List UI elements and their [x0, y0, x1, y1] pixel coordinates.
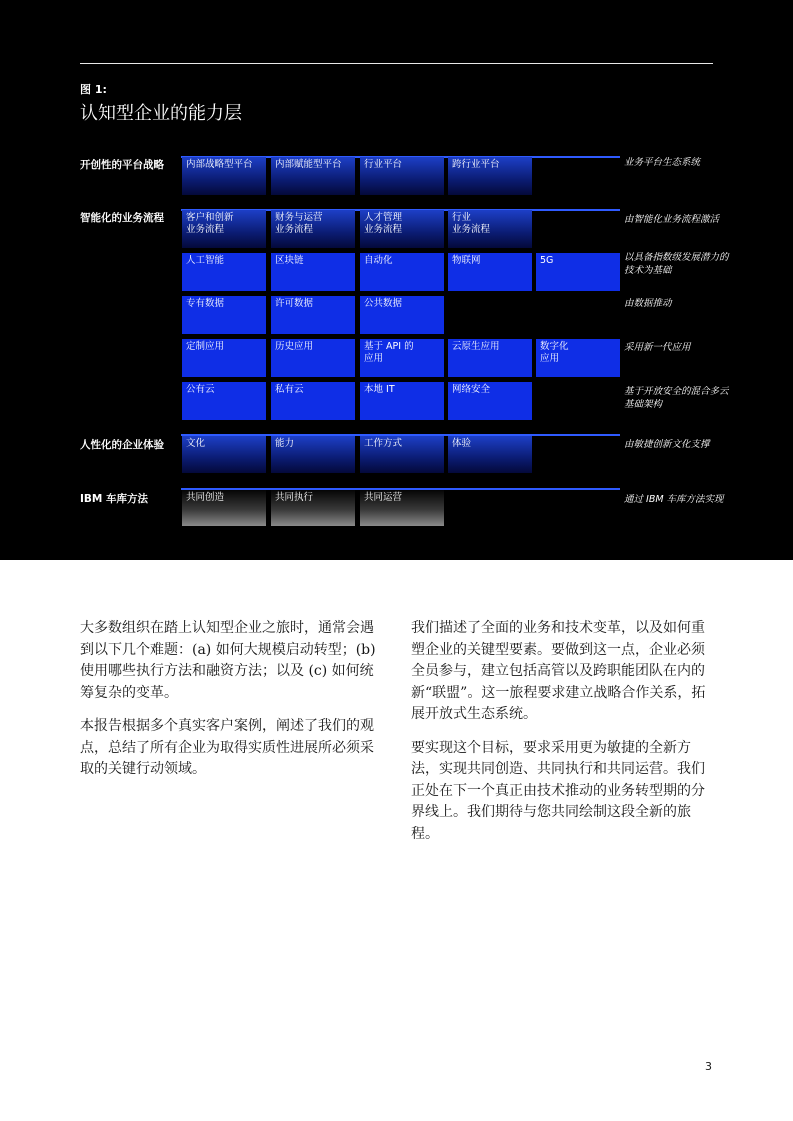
- row-note: 由数据推动: [624, 298, 672, 309]
- capability-cell: 共同执行: [271, 490, 355, 526]
- capability-cell: 财务与运营 业务流程: [271, 210, 355, 248]
- capability-cell: 内部战略型平台: [182, 157, 266, 195]
- row-label-human-experience: 人性化的企业体验: [80, 439, 164, 451]
- capability-cell: 许可数据: [271, 296, 355, 334]
- row-note: 基于开放安全的混合多云基础架构: [624, 386, 729, 410]
- capability-cell: 区块链: [271, 253, 355, 291]
- capability-cell: 行业 业务流程: [448, 210, 532, 248]
- capability-cell: 自动化: [360, 253, 444, 291]
- paragraph: 大多数组织在踏上认知型企业之旅时，通常会遇到以下几个难题：(a) 如何大规模启动转型；(b) 使用哪些执行方法和融资方法；以及 (c) 如何统筹复杂的变革。: [80, 620, 376, 701]
- top-divider: [80, 63, 713, 64]
- capability-cell: 定制应用: [182, 339, 266, 377]
- capability-cell: 工作方式: [360, 436, 444, 473]
- body-column-left: [80, 618, 380, 793]
- capability-cell: 数字化 应用: [536, 339, 620, 377]
- capability-cell: 公共数据: [360, 296, 444, 334]
- paragraph: 要实现这个目标，要求采用更为敏捷的全新方法，实现共同创造、共同执行和共同运营。我们正处在下一个真正由技术推动的业务转型期的分界线上。我们期待与您共同绘制这段全新的旅程。: [411, 739, 705, 842]
- capability-cell: 内部赋能型平台: [271, 157, 355, 195]
- capability-cell: 私有云: [271, 382, 355, 420]
- capability-cell: 跨行业平台: [448, 157, 532, 195]
- capability-cell: 专有数据: [182, 296, 266, 334]
- row-note: 由智能化业务流程激活: [624, 214, 720, 225]
- capability-cell: 公有云: [182, 382, 266, 420]
- row-note: 采用新一代应用: [624, 342, 691, 353]
- capability-cell: 行业平台: [360, 157, 444, 195]
- capability-cell: 文化: [182, 436, 266, 473]
- row-label-intelligent-workflows: 智能化的业务流程: [80, 212, 164, 224]
- capability-cell: 5G: [536, 253, 620, 291]
- capability-cell: 能力: [271, 436, 355, 473]
- row-note: 以具备指数级发展潜力的技术为基础: [624, 252, 729, 276]
- capability-cell: 共同运营: [360, 490, 444, 526]
- body-column-right: [411, 618, 711, 857]
- capability-cell: 人才管理 业务流程: [360, 210, 444, 248]
- capability-cell: 本地 IT: [360, 382, 444, 420]
- row-note: 由敏捷创新文化支撑: [624, 439, 710, 450]
- row-note: 通过 IBM 车库方法实现: [624, 494, 724, 505]
- page-number: 3: [705, 1060, 712, 1073]
- row-label-ibm-garage: IBM 车库方法: [80, 493, 149, 505]
- capability-cell: 网络安全: [448, 382, 532, 420]
- row-note: 业务平台生态系统: [624, 157, 701, 168]
- figure-panel: [0, 0, 793, 560]
- capability-cell: 人工智能: [182, 253, 266, 291]
- figure-label: 图 1:: [80, 83, 107, 96]
- paragraph: 我们描述了全面的业务和技术变革，以及如何重塑企业的关键型要素。要做到这一点，企业必须全员参与，建立包括高管以及跨职能团队在内的新“联盟”。这一旅程要求建立战略合作关系，拓展开放式生态系统。: [411, 620, 706, 722]
- capability-cell: 历史应用: [271, 339, 355, 377]
- capability-cell: 云原生应用: [448, 339, 532, 377]
- figure-title: 认知型企业的能力层: [80, 103, 242, 124]
- capability-cell: 共同创造: [182, 490, 266, 526]
- capability-cell: 体验: [448, 436, 532, 473]
- capability-cell: 客户和创新 业务流程: [182, 210, 266, 248]
- capability-cell: 基于 API 的 应用: [360, 339, 444, 377]
- capability-cell: 物联网: [448, 253, 532, 291]
- row-label-platform-strategy: 开创性的平台战略: [80, 159, 164, 171]
- paragraph: 本报告根据多个真实客户案例，阐述了我们的观点，总结了所有企业为取得实质性进展所必须采取的关键行动领域。: [80, 718, 374, 777]
